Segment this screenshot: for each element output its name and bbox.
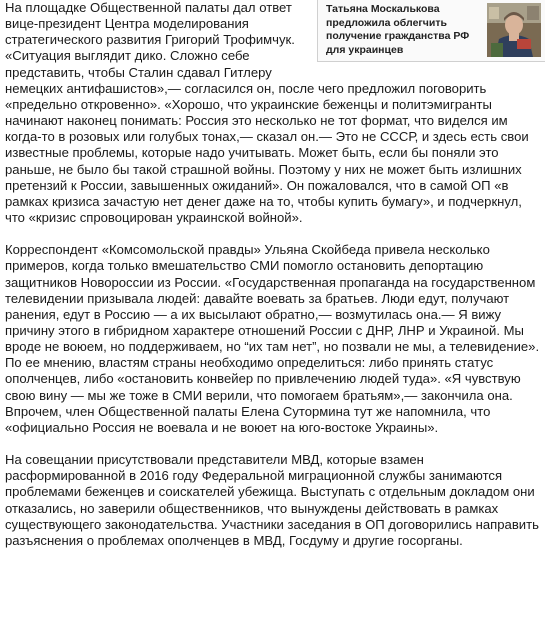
related-article-caption[interactable]: Татьяна Москалькова предложила облегчить получение гражданства РФ для украинцев (326, 3, 470, 56)
article-body (5, 0, 545, 565)
paragraph-2: Корреспондент «Комсомольской правды» Ульяна Скойбеда привела несколько примеров, когда только вмешательство СМИ помогло остановить депортацию защитников Новороссии из России. «Государственная пропаганда на государственном телевидении призывала людей: давайте воевать за братьев. Люди едут, получают ранения, едут в Россию — а их высылают обратно,— возмутилась она.— Я вижу причину этого в гибридном характере отношений России с ДНР, ЛНР и Украиной. Мы вроде не воюем, но поддерживаем, но “их там нет”, но позвали не мы, а телевидение». По ее мнению, властям страны необходимо определиться: либо принять статус ополченцев, либо «остановить конвейер по привлечению людей туда». «Я чувствую свою вину — мы же тоже в СМИ верили, что помогаем братьям»,— закончила она. Впрочем, член Общественной палаты Елена Сутормина тут же напомнила, что «официально Россия не воевала и не воюет на юго-востоке Украины». (5, 242, 540, 435)
paragraph-1: На площадке Общественной палаты дал ответ вице-президент Центра моделирования стратегического развития Григорий Трофимчук. «Ситуация выглядит дико. Сложно себе представить, чтобы Сталин сдавал Гитлеру немецких антифашистов»,— согласился он, после чего предложил поговорить «предельно откровенно». «Хорошо, что украинские беженцы и политэмигранты начинают наконец понимать: Россия это несколько не тот формат, что виделся им когда-то в розовых или голубых тонах,— сказал он.— Это не СССР, и здесь есть свои известные проблемы, которые надо учитывать. Может быть, если бы поняли это раньше, не было бы такой страшной войны. Поэтому у них не может быть излишних претензий к России, завышенных ожиданий». Он пожаловался, что в самой ОП «в рамках кризиса зачастую нет денег даже на то, чтобы купить бумагу», и подчеркнул, что «кризис спровоцирован украинской войной». (5, 0, 529, 226)
related-article-link[interactable] (317, 0, 545, 62)
news-photo-thumbnail-icon[interactable] (487, 3, 541, 57)
paragraph-3: На совещании присутствовали представители МВД, которые взамен расформированной в 2016 году Федеральной миграционной службы занимаются проблемами беженцев и соискателей убежища. Выступать с отдельным докладом они отказались, но заверили общественников, что вынуждены действовать в рамках существующего законодательства. Участники заседания в ОП договорились направить разъяснения о проблемах ополченцев в МВД, Госдуму и другие госорганы. (5, 452, 539, 548)
